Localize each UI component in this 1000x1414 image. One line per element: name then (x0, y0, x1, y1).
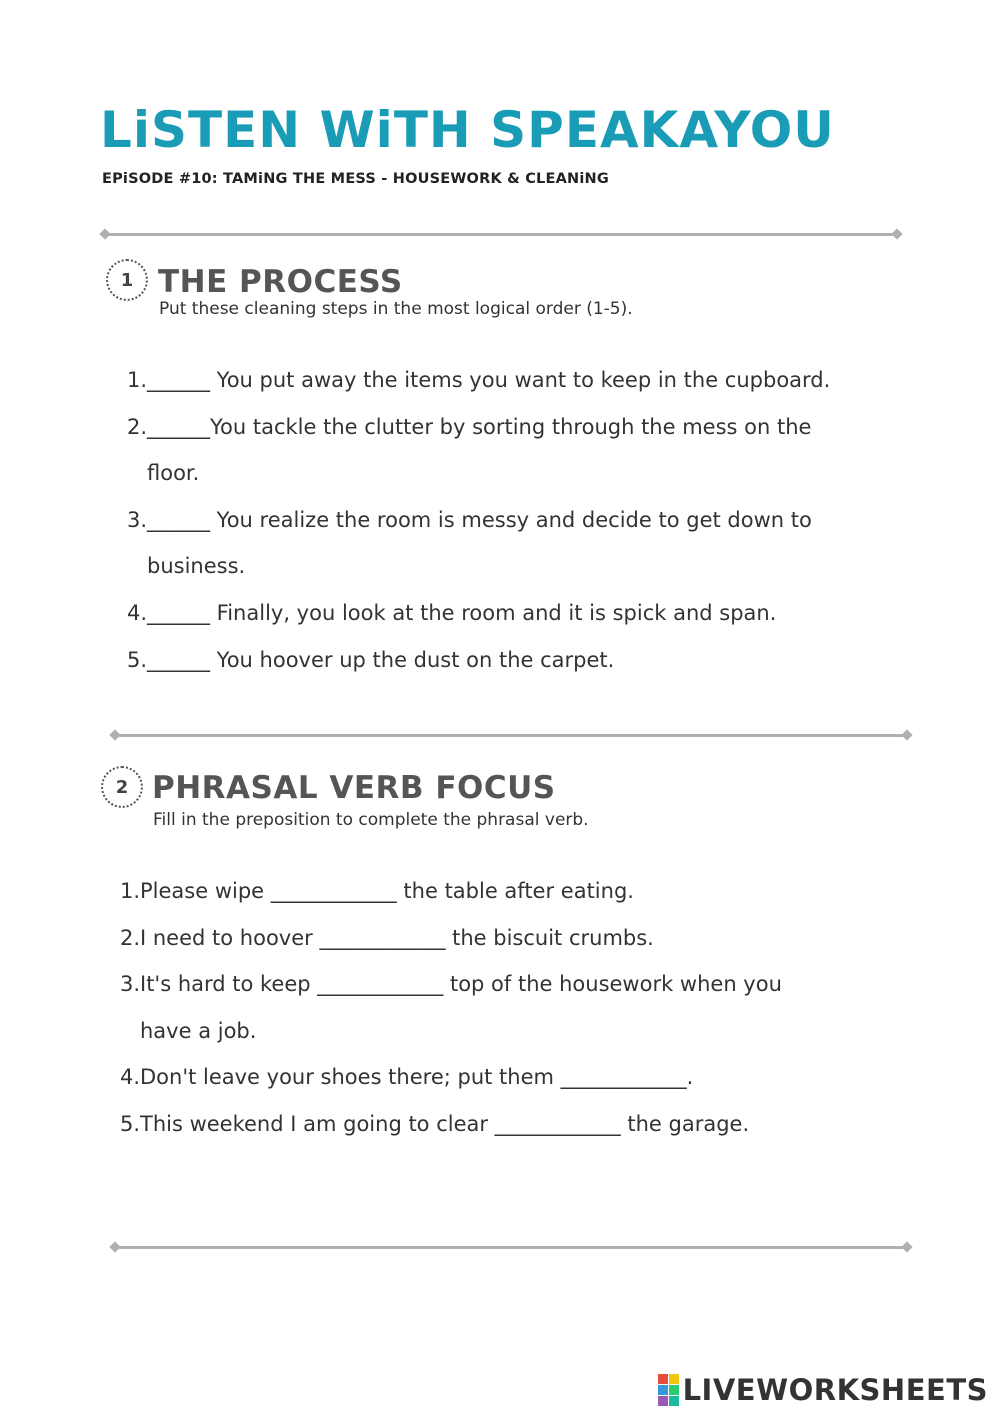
list-item[interactable] (120, 637, 830, 684)
list-item[interactable] (113, 915, 782, 962)
item-continuation: business. (147, 554, 246, 579)
section-instruction: Put these cleaning steps in the most logical order (1-5). (159, 299, 633, 319)
item-number: 4. (126, 600, 147, 625)
item-text: ______ Finally, you look at the room and it is spick and span. (147, 600, 777, 625)
logo-square (669, 1385, 679, 1395)
list-item[interactable] (113, 1054, 782, 1101)
item-text: ______ You realize the room is messy and decide to get down to (147, 507, 812, 532)
section-number-badge: 1 (106, 259, 148, 301)
list-item[interactable] (120, 590, 830, 637)
logo-square (669, 1374, 679, 1384)
item-text: ______ You put away the items you want to keep in the cupboard. (147, 368, 831, 392)
list-item[interactable] (113, 1101, 782, 1148)
item-number: 5. (119, 1111, 140, 1136)
section-heading: PHRASAL VERB FOCUS (152, 770, 556, 806)
item-continuation: floor. (147, 461, 200, 486)
divider-top (105, 233, 897, 236)
phrasal-verb-list (113, 868, 782, 1148)
list-item[interactable] (120, 497, 830, 544)
item-text: Please wipe ____________ the table after eating. (140, 879, 634, 903)
divider-middle (115, 734, 907, 737)
episode-subtitle: EPiSODE #10: TAMiNG THE MESS - HOUSEWORK & CLEANiNG (102, 171, 609, 187)
list-item[interactable] (113, 961, 782, 1008)
section-number-badge: 2 (101, 766, 143, 808)
liveworksheets-logo-icon (658, 1374, 679, 1406)
logo-square (658, 1374, 668, 1384)
item-number: 3. (119, 972, 140, 997)
item-text: This weekend I am going to clear ____________ the garage. (140, 1111, 750, 1136)
section-instruction: Fill in the preposition to complete the phrasal verb. (153, 810, 589, 830)
item-text: Don't leave your shoes there; put them ____________. (140, 1065, 694, 1090)
logo-square (658, 1396, 668, 1406)
item-number: 1. (119, 879, 140, 903)
item-number: 5. (126, 647, 147, 672)
list-item[interactable] (120, 404, 830, 451)
item-text: I need to hoover ____________ the biscuit crumbs. (140, 925, 654, 950)
list-item[interactable] (113, 868, 782, 915)
item-text: ______ You hoover up the dust on the carpet. (147, 647, 615, 672)
item-text: It's hard to keep ____________ top of the housework when you (140, 972, 782, 997)
worksheet-title: LiSTEN WiTH SPEAKAYOU (100, 101, 835, 159)
divider-bottom (115, 1246, 907, 1249)
item-text: ______You tackle the clutter by sorting through the mess on the (147, 414, 812, 439)
logo-square (669, 1396, 679, 1406)
liveworksheets-logo[interactable] (658, 1374, 988, 1406)
section-heading: THE PROCESS (158, 264, 403, 300)
item-number: 2. (119, 925, 140, 950)
item-number: 3. (126, 507, 147, 532)
item-continuation: have a job. (140, 1018, 257, 1043)
list-item[interactable] (120, 357, 830, 404)
item-number: 2. (126, 414, 147, 439)
ordering-list (120, 357, 830, 683)
item-number: 1. (126, 368, 147, 392)
logo-square (658, 1385, 668, 1395)
item-number: 4. (119, 1065, 140, 1090)
logo-text: LIVEWORKSHEETS (682, 1373, 988, 1407)
